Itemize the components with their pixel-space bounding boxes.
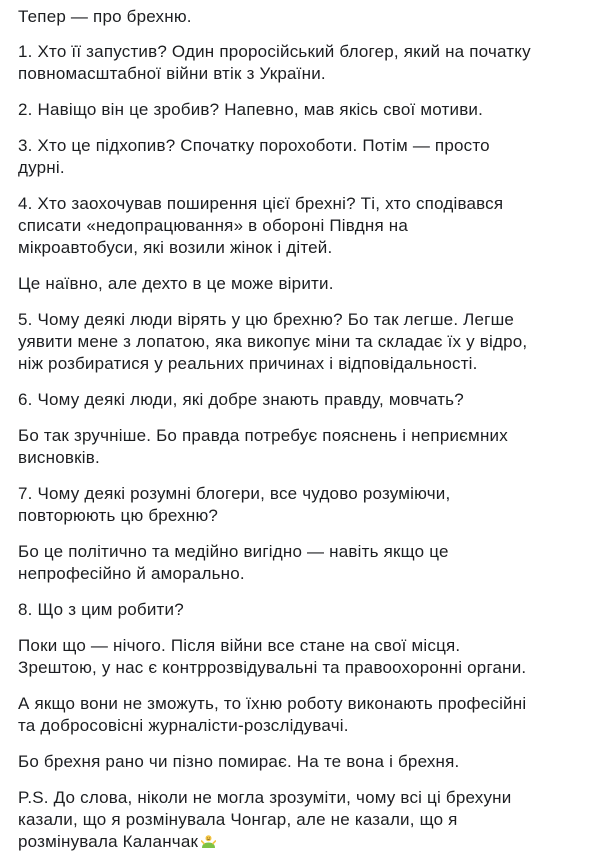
post-paragraph-q3: 3. Хто це підхопив? Спочатку порохоботи. Потім — просто дурні. <box>18 136 490 177</box>
post-paragraph-a7: Бо це політично та медійно вигідно — навіть якщо це непрофесійно й аморально. <box>18 542 449 583</box>
post-paragraph-a8: Поки що — нічого. Після війни все стане на свої місця. Зрештою, у нас є контррозвідувальні та правоохоронні органи. <box>18 636 527 677</box>
post-paragraph-q2: 2. Навіщо він це зробив? Напевно, мав якісь свої мотиви. <box>18 100 484 119</box>
post-paragraph-lie-dies: Бо брехня рано чи пізно помирає. На те вона і брехня. <box>18 752 460 771</box>
post-paragraph-q8: 8. Що з цим робити? <box>18 600 184 619</box>
post-paragraph-q7: 7. Чому деякі розумні блогери, все чудово розуміючи, повторюють цю брехню? <box>18 484 451 525</box>
post-paragraph-ps <box>18 787 597 853</box>
post-paragraph-q5: 5. Чому деякі люди вірять у цю брехню? Бо так легше. Легше уявити мене з лопатою, яка викопує міни та складає їх у відро, ніж розбиратися у реальних причинах і відповідальності. <box>18 310 528 373</box>
post-paragraph-a6: Бо так зручніше. Бо правда потребує пояснень і неприємних висновків. <box>18 426 508 467</box>
post-paragraph-intro: Тепер — про брехню. <box>18 7 192 26</box>
post-paragraph-naive: Це наївно, але дехто в це може вірити. <box>18 274 334 293</box>
post-paragraph-q6: 6. Чому деякі люди, які добре знають правду, мовчать? <box>18 390 464 409</box>
person-shrugging-icon <box>201 833 216 848</box>
post-paragraph-journalists: А якщо вони не зможуть, то їхню роботу виконають професійні та добросовісні журналісти-розслідувачі. <box>18 694 527 735</box>
post-paragraph-q4: 4. Хто заохочував поширення цієї брехні? Ті, хто сподівався списати «недопрацювання» в обороні Півдня на мікроавтобуси, які возили жінок і дітей. <box>18 194 504 257</box>
post-paragraph-q1: 1. Хто її запустив? Один проросійський блогер, який на початку повномасштабної війни втік з України. <box>18 42 531 83</box>
post-ps-text: P.S. До слова, ніколи не могла зрозуміти, чому всі ці брехуни казали, що я розмінувала Чонгар, але не казали, що я розмінувала Каланчак <box>18 788 512 851</box>
